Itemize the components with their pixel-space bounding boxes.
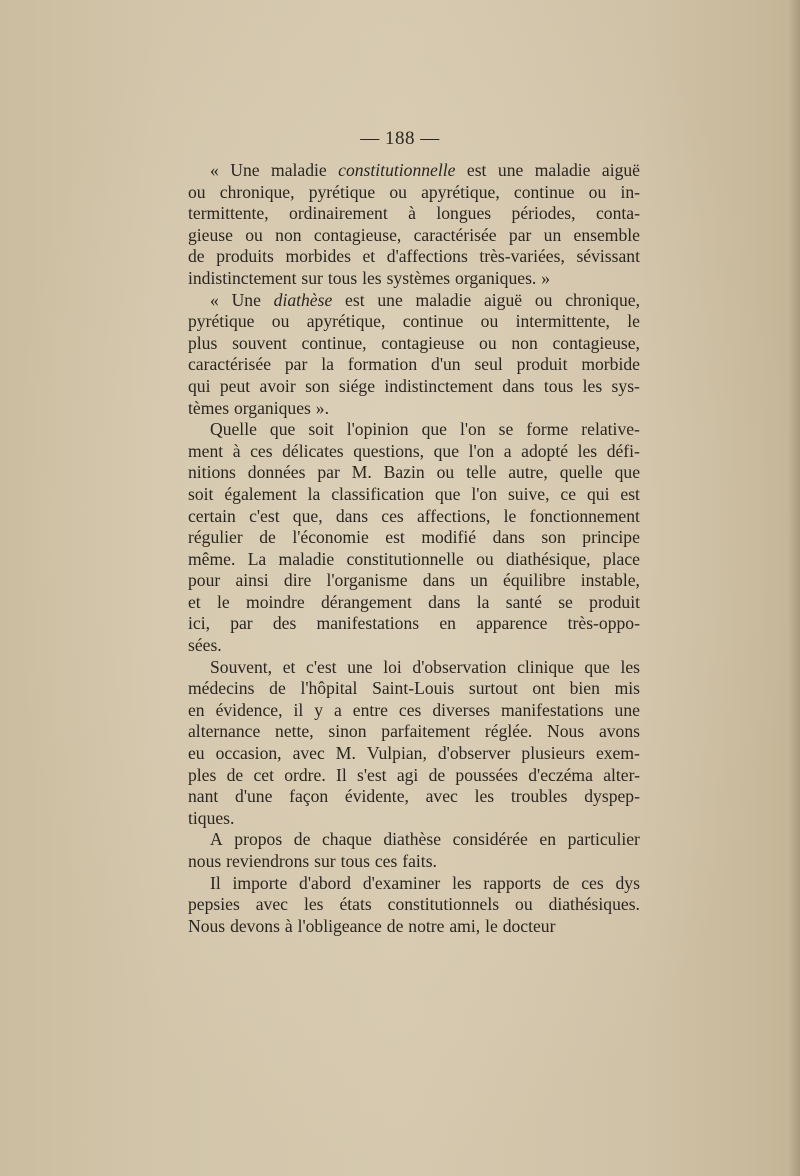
text-line: ici, par des manifestations en apparence très-oppo- — [188, 613, 640, 634]
text-line: en évidence, il y a entre ces diverses manifestations une — [188, 699, 640, 720]
text-line: pyrétique ou apyrétique, continue ou intermittente, le — [188, 311, 640, 332]
text-line: tiques. — [188, 807, 235, 828]
text-line: nous reviendrons sur tous ces faits. — [188, 851, 437, 871]
text-line: Quelle que soit l'opinion que l'on se forme relative- — [210, 419, 640, 440]
text-line: ment à ces délicates questions, que l'on a adopté les défi- — [188, 440, 640, 461]
body-text — [188, 160, 640, 937]
page-edge-shadow — [788, 0, 800, 1176]
text-line: nant d'une façon évidente, avec les troubles dyspep- — [188, 786, 640, 807]
text-line: Souvent, et c'est une loi d'observation clinique que les — [210, 656, 640, 677]
text-line: nitions données par M. Bazin ou telle autre, quelle que — [188, 462, 640, 483]
text-line: indistinctement sur tous les systèmes organiques. » — [188, 267, 551, 288]
page-number: — 188 — — [360, 128, 440, 149]
text-line: « Une maladie constitutionnelle est une maladie aiguë — [210, 160, 640, 180]
text-line: qui peut avoir son siége indistinctement dans tous les sys- — [188, 375, 640, 396]
text-line: « Une diathèse est une maladie aiguë ou chronique, — [210, 289, 640, 310]
text-line: termittente, ordinairement à longues périodes, conta- — [188, 203, 640, 224]
text-line: pour ainsi dire l'organisme dans un équilibre instable, — [188, 570, 640, 591]
text-line: Il importe d'abord d'examiner les rapports de ces dys — [210, 872, 640, 893]
text-line: médecins de l'hôpital Saint-Louis surtout ont bien mis — [188, 678, 640, 699]
text-line: eu occasion, avec M. Vulpian, d'observer plusieurs exem- — [188, 743, 640, 764]
text-line: pepsies avec les états constitutionnels ou diathésiques. — [188, 894, 640, 915]
text-line: sées. — [188, 635, 222, 656]
text-line: gieuse ou non contagieuse, caractérisée par un ensemble — [188, 224, 640, 245]
text-line: caractérisée par la formation d'un seul produit morbide — [188, 354, 640, 375]
text-line: soit également la classification que l'on suive, ce qui est — [188, 483, 640, 504]
text-line: même. La maladie constitutionnelle ou diathésique, place — [188, 548, 640, 569]
text-line: certain c'est que, dans ces affections, le fonctionnement — [188, 505, 640, 526]
text-line: alternance nette, sinon parfaitement réglée. Nous avons — [188, 721, 640, 742]
text-line: ples de cet ordre. Il s'est agi de poussées d'eczéma alter- — [188, 764, 640, 785]
text-line: de produits morbides et d'affections très-variées, sévissant — [188, 246, 640, 267]
text-line: A propos de chaque diathèse considérée en particulier — [210, 829, 640, 850]
text-line: et le moindre dérangement dans la santé se produit — [188, 591, 640, 612]
text-line: ou chronique, pyrétique ou apyrétique, continue ou in- — [188, 181, 640, 202]
text-line: régulier de l'économie est modifié dans son principe — [188, 527, 640, 548]
text-line: Nous devons à l'obligeance de notre ami, le docteur — [188, 915, 556, 936]
text-line: tèmes organiques ». — [188, 397, 329, 418]
text-line: plus souvent continue, contagieuse ou non contagieuse, — [188, 332, 640, 353]
